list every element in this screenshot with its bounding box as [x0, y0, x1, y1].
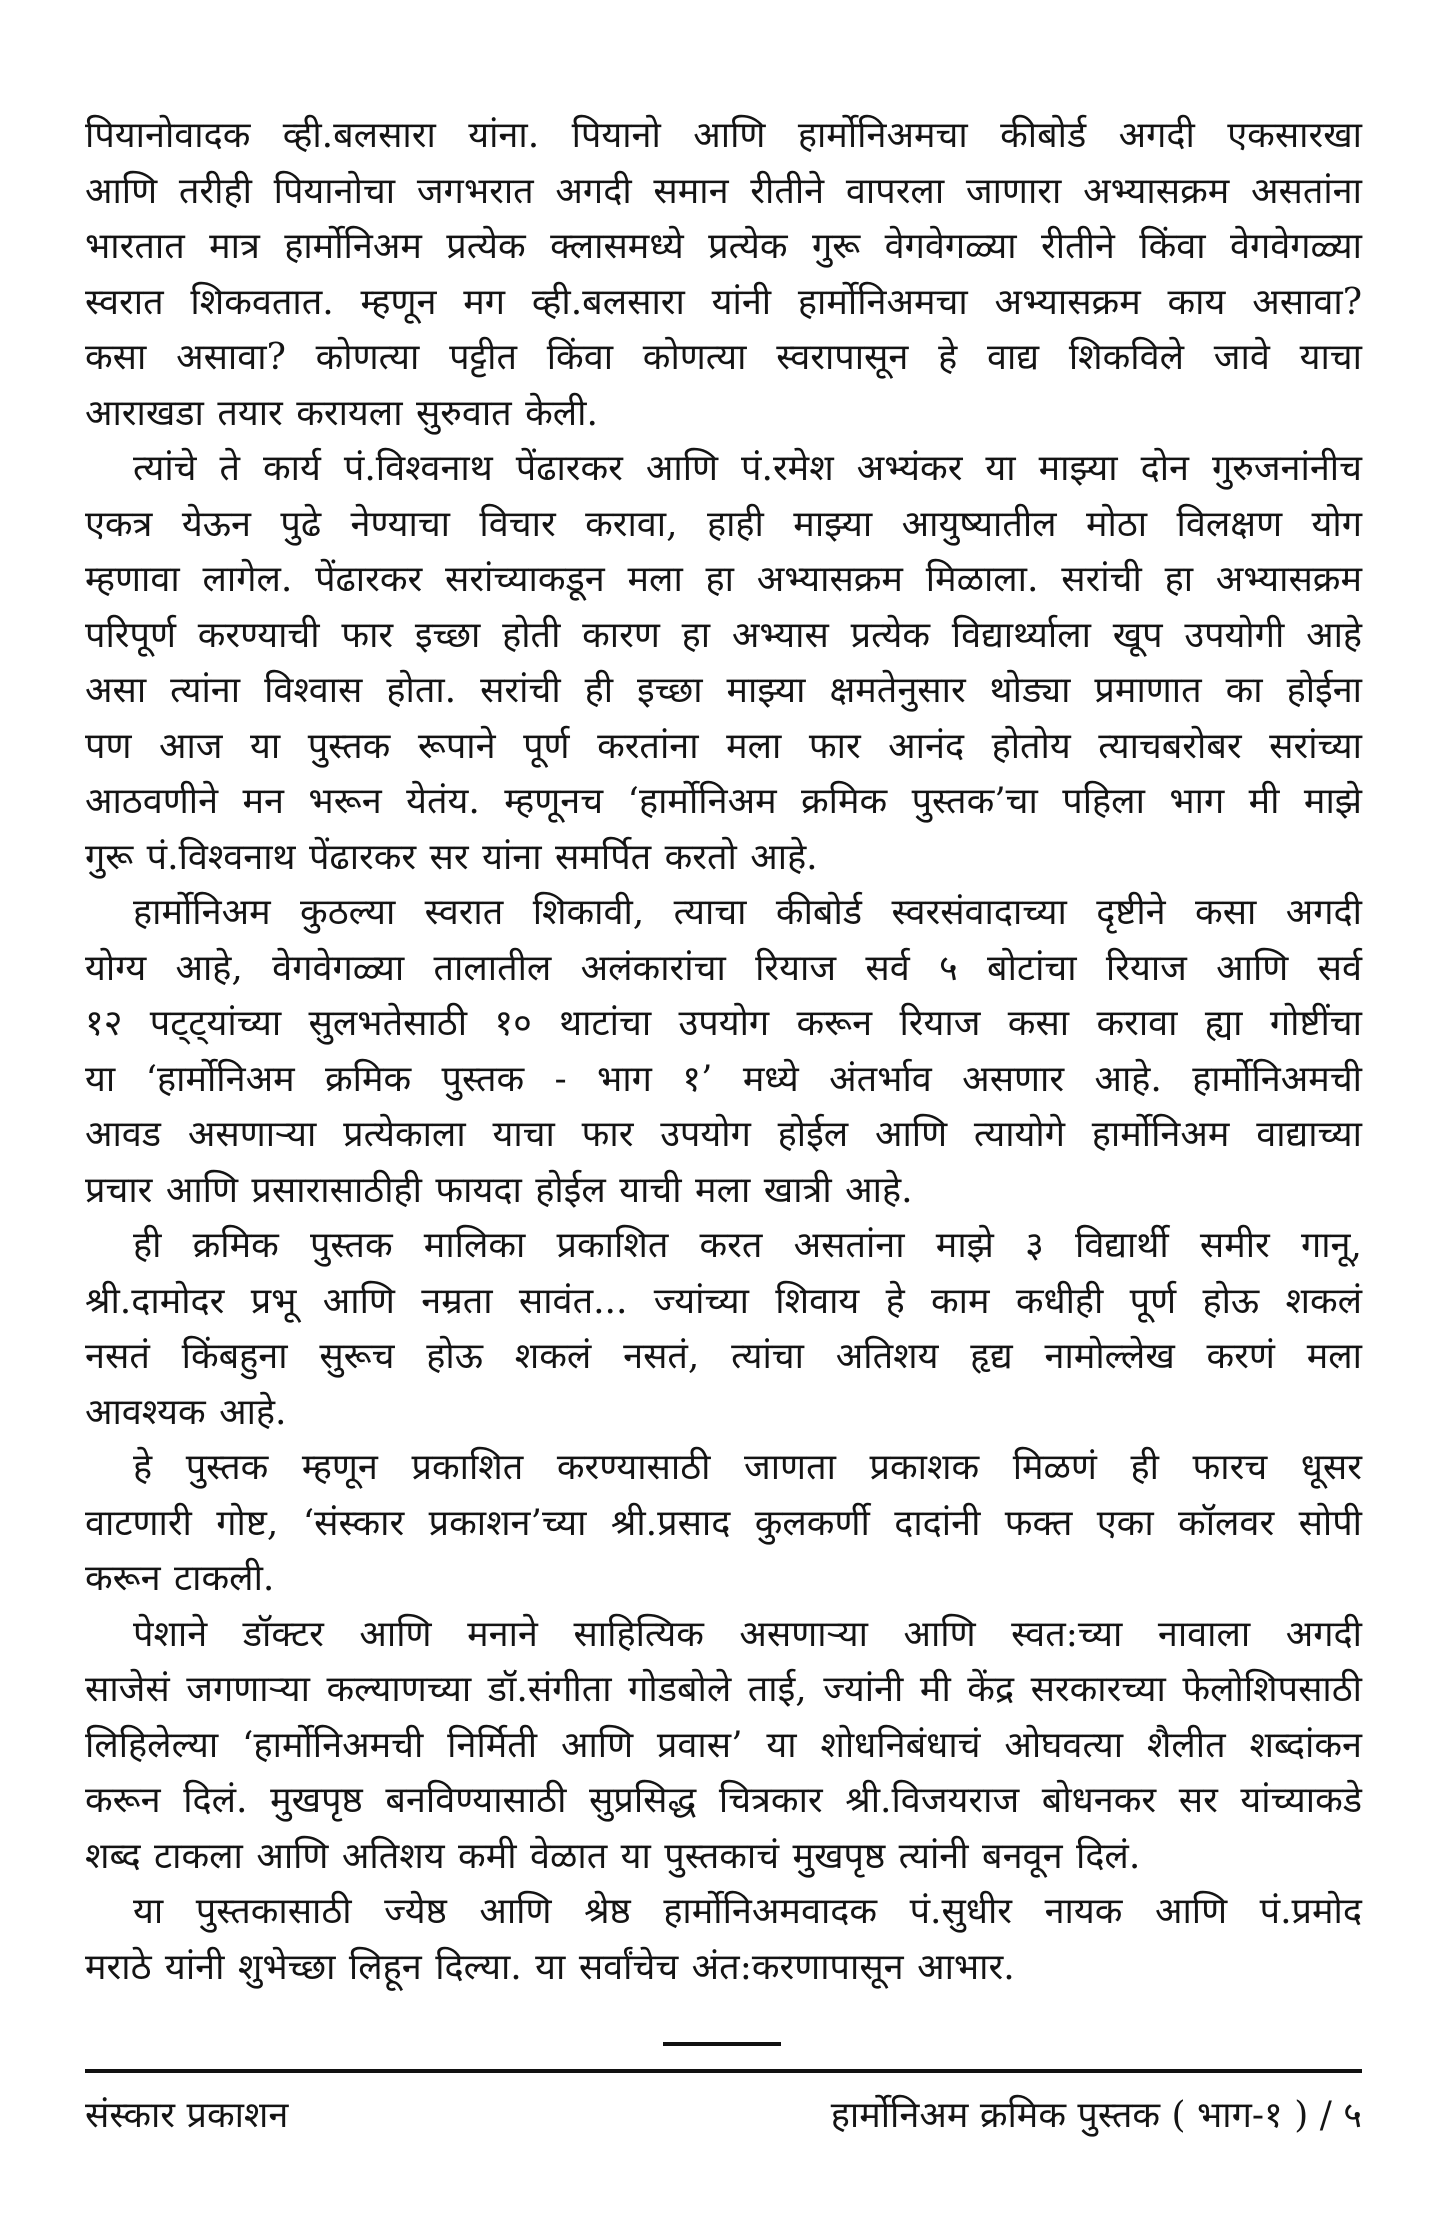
text-line: या पुस्तकासाठी ज्येष्ठ आणि श्रेष्ठ हार्मोनिअमवादक पं.सुधीर नायक आणि पं.प्रमोद	[133, 1891, 1362, 1932]
text-line: परिपूर्ण करण्याची फार इच्छा होती कारण हा अभ्यास प्रत्येक विद्यार्थ्याला खूप उपयोगी आहे	[85, 614, 1362, 656]
text-line: करून दिलं. मुखपृष्ठ बनविण्यासाठी सुप्रसिद्ध चित्रकार श्री.विजयराज बोधनकर सर यांच्याकडे	[85, 1780, 1362, 1821]
text-line: आणि तरीही पियानोचा जगभरात अगदी समान रीतीने वापरला जाणारा अभ्यासक्रम असतांना	[85, 170, 1362, 212]
body-text	[85, 108, 1362, 1995]
text-line: आठवणीने मन भरून येतंय. म्हणूनच ‘हार्मोनिअम क्रमिक पुस्तक’चा पहिला भाग मी माझे	[85, 781, 1362, 822]
text-line: श्री.दामोदर प्रभू आणि नम्रता सावंत... ज्यांच्या शिवाय हे काम कधीही पूर्ण होऊ शकलं	[85, 1280, 1362, 1322]
text-line: गुरू पं.विश्वनाथ पेंढारकर सर यांना समर्पित करतो आहे.	[85, 836, 818, 878]
text-line: आवड असणाऱ्या प्रत्येकाला याचा फार उपयोग होईल आणि त्यायोगे हार्मोनिअम वाद्याच्या	[85, 1114, 1362, 1155]
text-line: लिहिलेल्या ‘हार्मोनिअमची निर्मिती आणि प्रवास’ या शोधनिबंधाचं ओघवत्या शैलीत शब्दांकन	[85, 1724, 1362, 1766]
text-line: मराठे यांनी शुभेच्छा लिहून दिल्या. या सर्वांचेच अंत:करणापासून आभार.	[85, 1946, 1015, 1988]
text-line: आवश्यक आहे.	[85, 1391, 287, 1433]
text-line: साजेसं जगणाऱ्या कल्याणच्या डॉ.संगीता गोडबोले ताई, ज्यांनी मी केंद्र सरकारच्या फेलोशिपसाठी	[85, 1669, 1362, 1710]
page-footer	[85, 2088, 1362, 2143]
text-line: हार्मोनिअम कुठल्या स्वरात शिकावी, त्याचा कीबोर्ड स्वरसंवादाच्या दृष्टीने कसा अगदी	[133, 892, 1362, 933]
text-line: वाटणारी गोष्ट, ‘संस्कार प्रकाशन’च्या श्री.प्रसाद कुलकर्णी दादांनी फक्त एका कॉलवर सोपी	[85, 1502, 1362, 1544]
text-line: एकत्र येऊन पुढे नेण्याचा विचार करावा, हाही माझ्या आयुष्यातील मोठा विलक्षण योग	[85, 503, 1362, 545]
text-line: म्हणावा लागेल. पेंढारकर सरांच्याकडून मला हा अभ्यासक्रम मिळाला. सरांची हा अभ्यासक्रम	[85, 559, 1362, 600]
text-line: नसतं किंबहुना सुरूच होऊ शकलं नसतं, त्यांचा अतिशय हृद्य नामोल्लेख करणं मला	[85, 1336, 1362, 1377]
text-line: या ‘हार्मोनिअम क्रमिक पुस्तक - भाग १’ मध्ये अंतर्भाव असणार आहे. हार्मोनिअमची	[85, 1058, 1362, 1100]
text-line: ही क्रमिक पुस्तक मालिका प्रकाशित करत असतांना माझे ३ विद्यार्थी समीर गानू,	[133, 1225, 1362, 1266]
footer-divider-rule	[85, 2069, 1362, 2073]
text-line: पण आज या पुस्तक रूपाने पूर्ण करतांना मला फार आनंद होतोय त्याचबरोबर सरांच्या	[85, 725, 1362, 767]
text-line: प्रचार आणि प्रसारासाठीही फायदा होईल याची मला खात्री आहे.	[85, 1169, 913, 1211]
section-end-rule	[663, 2042, 781, 2046]
text-line: आराखडा तयार करायला सुरुवात केली.	[85, 392, 598, 434]
text-line: हे पुस्तक म्हणून प्रकाशित करण्यासाठी जाणता प्रकाशक मिळणं ही फारच धूसर	[133, 1447, 1362, 1488]
text-line: भारतात मात्र हार्मोनिअम प्रत्येक क्लासमध्ये प्रत्येक गुरू वेगवेगळ्या रीतीने किंवा वेगवेगळ्या	[85, 226, 1362, 267]
text-line: योग्य आहे, वेगवेगळ्या तालातील अलंकारांचा रियाज सर्व ५ बोटांचा रियाज आणि सर्व	[85, 947, 1362, 989]
text-line: असा त्यांना विश्वास होता. सरांची ही इच्छा माझ्या क्षमतेनुसार थोड्या प्रमाणात का होईना	[85, 670, 1362, 711]
text-line: स्वरात शिकवतात. म्हणून मग व्ही.बलसारा यांनी हार्मोनिअमचा अभ्यासक्रम काय असावा?	[85, 281, 1362, 323]
footer-publisher: संस्कार प्रकाशन	[85, 2095, 289, 2136]
text-line: त्यांचे ते कार्य पं.विश्वनाथ पेंढारकर आणि पं.रमेश अभ्यंकर या माझ्या दोन गुरुजनांनीच	[133, 448, 1362, 489]
text-line: करून टाकली.	[85, 1558, 275, 1599]
text-line: पियानोवादक व्ही.बलसारा यांना. पियानो आणि हार्मोनिअमचा कीबोर्ड अगदी एकसारखा	[85, 115, 1362, 156]
text-line: पेशाने डॉक्टर आणि मनाने साहित्यिक असणाऱ्या आणि स्वत:च्या नावाला अगदी	[133, 1613, 1362, 1655]
text-line: १२ पट्ट्यांच्या सुलभतेसाठी १० थाटांचा उपयोग करून रियाज कसा करावा ह्या गोष्टींचा	[85, 1003, 1362, 1044]
footer-book-title-page: हार्मोनिअम क्रमिक पुस्तक ( भाग-१ ) / ५	[830, 2095, 1362, 2136]
text-line: कसा असावा? कोणत्या पट्टीत किंवा कोणत्या स्वरापासून हे वाद्य शिकविले जावे याचा	[85, 337, 1362, 378]
text-line: शब्द टाकला आणि अतिशय कमी वेळात या पुस्तकाचं मुखपृष्ठ त्यांनी बनवून दिलं.	[85, 1835, 1141, 1877]
